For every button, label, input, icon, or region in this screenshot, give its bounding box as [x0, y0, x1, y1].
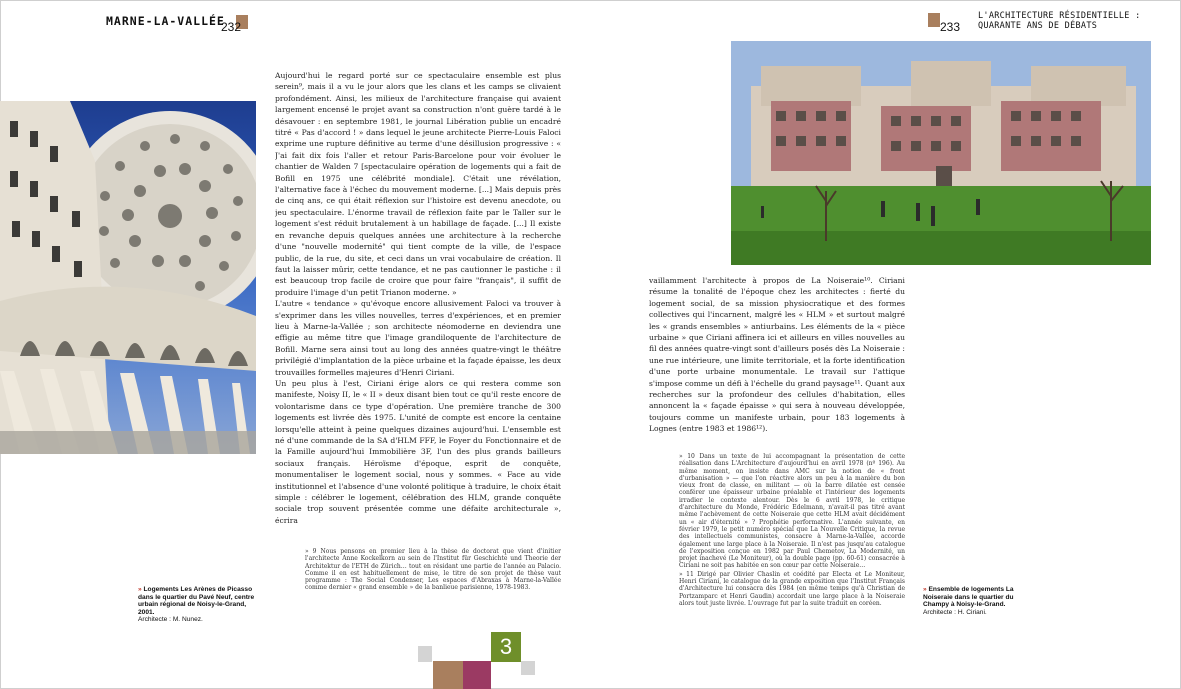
footnote-9: » 9 Nous pensons en premier lieu à la thèse de doctorat que vient d'initier l'architecte Anne Kockelkorn au sein de l'Institut für Geschichte und Theorie der Architektur de l'ETH de Zürich… tout en résidant une partie de l'année au Palacio. Comme il en est habituellement de mise, le titre de son projet de thèse vaut programme : The Social Condenser, Les espaces d'Abraxas à Marne-la-Vallée comme dernier « grand ensemble » de la banlieue parisienne, 1978-1983.: [305, 548, 561, 592]
deco-square-plum: [463, 661, 491, 689]
right-body-column: vaillamment l'architecte à propos de La Noiseraie¹⁰. Ciriani résume la tonalité de l'époque chez les architectes : fierté du logement social, de sa mission physiocratique et des formes collectives qui l'incarnent, malgré les « HLM » et surtout malgré les « grands ensembles » antiurbains. Les éléments de la « pièce urbaine » que Ciriani affinera ici et ailleurs en villes nouvelles au fil des années quatre-vingt sont d'ailleurs posés dès La Noiseraie : une rue intérieure, une limite territoriale, et la forte identification d'une porte urbaine monumentale. Le travail sur l'attique s'impose comme un défi à l'échelle du grand paysage¹¹. Quant aux recherches sur la profondeur des cellules d'habitation, elles annoncent la « façade épaisse » qui sera à nouveau développée, toujours comme un manifeste urbain, pour 183 logements à Lognes (entre 1983 et 1986¹²).: [649, 276, 905, 434]
running-head-right-line2: QUARANTE ANS DE DÉBATS: [978, 21, 1098, 31]
header-square-brown-right: [928, 13, 940, 27]
left-paragraph-2: L'autre « tendance » qu'évoque encore allusivement Faloci va trouver à s'exprimer dans les villes nouvelles, terres d'expériences, et en premier lieu à Marne-la-Vallée ; son architecte néomoderne en deviendra une effigie au même titre que l'image grandiloquente de l'architecture de Bofill. Marne sera ainsi tout au long des années quatre-vingt le théâtre privilégié d'implantation de la pièce urbaine et la façade épaisse, les deux trouvailles formelles majeures d'Henri Ciriani.: [275, 299, 561, 377]
photo-arenes-de-picasso: [0, 101, 256, 454]
page-number-left: 232: [221, 20, 242, 34]
photo-noiseraie-illustration: [731, 41, 1151, 265]
running-head-left: MARNE-LA-VALLÉE: [106, 14, 225, 28]
left-paragraph-3: Un peu plus à l'est, Ciriani érige alors ce qui restera comme son manifeste, Noisy II, le « II » deux disant bien tout ce qu'il reste encore de volontarisme dans ce type d'opération. Une première tranche de 300 logements est livrée dès 1975. L'unité de compte est encore la centaine lorsqu'elle atteint à peine quelques dizaines aujourd'hui. L'ensemble est né d'une commande de la SA d'HLM FFF, le Foyer du Fonctionnaire et de la Famille aujourd'hui Immobilière 3F, l'un des plus grands bailleurs sociaux français. Héroïsme d'époque, esprit de conquête, monumentaliser le logement social, nous y sommes. « Face au vide institutionnel et l'absence d'une volonté politique à traduire, le choix était simple : célébrer le logement, célébration des HLM, grande conquête sociale trop souvent présentée comme une défaite architecturale », écrira: [275, 378, 561, 525]
caption-left: [138, 586, 260, 624]
deco-square-grey-2: [521, 661, 535, 675]
page-number-right: 233: [940, 20, 961, 34]
footnote-11: » 11 Dirigé par Olivier Chaslin et coédité par Electa et Le Moniteur, Henri Ciriani, le catalogue de la grande exposition que l'Institut Français d'Architecture lui consacra dès 1984 (en même temps qu'à Christian de Portzamparc et Henri Gaudin) accordait une large place à la Noiseraie alors tout juste livrée. L'ouvrage fut par la suite traduit en coréen.: [679, 570, 905, 607]
caption-marker-right: »: [923, 586, 927, 593]
left-paragraph-1: Aujourd'hui le regard porté sur ce spectaculaire ensemble est plus serein⁹, mais il a vu le jour alors que les clans et les camps se clivaient profondément. Ainsi, les milieux de l'architecture française qui avaient largement encensé le projet avant sa construction n'ont guère tardé à le désavouer : en septembre 1981, le journal Libération publie un encadré titré « Pas d'accord ! » dans lequel le jeune architecte Pierre-Louis Faloci exprime une rupture définitive au terme d'une désillusion progressive : « J'ai fait dix fois l'aller et retour Paris-Barcelone pour voir évoluer le chantier de Walden 7 [spectaculaire opération de logements qui a fait de Bofill en 1975 une célébrité mondiale]. C'était une révélation, l'alternative face à l'échec du mouvement moderne. [...] Mais depuis près de cinq ans, ce qui était réflexion sur l'histoire est devenu anecdote, ou jeu spectaculaire. L'énorme travail de réflexion faite par le Taller sur le logement s'est réduit brutalement à un habillage de façade. [...] Il existe en revanche depuis quelques années une architecture à la recherche d'une "nouvelle modernité" qui tient compte de la ville, de l'espace public, de la rue, du site, et ceci dans un vrai vocabulaire de création. Il faut la laisser mûrir, cette tendance, et ne pas cautionner le pastiche : il est beaucoup trop facile de croire que pour faire "français", il suffit de produire l'image d'un petit Trianon moderne. »: [275, 71, 561, 297]
caption-left-title: Logements Les Arènes de Picasso dans le quartier du Pavé Neuf, centre urbain régional de Noisy-le-Grand, 2001.: [138, 586, 255, 616]
left-body-column: [275, 70, 561, 546]
caption-left-credit: Architecte : M. Nunez.: [138, 616, 203, 624]
caption-right: [923, 586, 1023, 616]
running-head-right-line1: L'ARCHITECTURE RÉSIDENTIELLE :: [978, 11, 1141, 21]
chapter-number: 3: [491, 632, 521, 662]
caption-right-credit: Architecte : H. Ciriani.: [923, 608, 987, 616]
running-head-right: [978, 11, 1141, 31]
caption-right-title: Ensemble de logements La Noiseraie dans le quartier du Champy à Noisy-le-Grand.: [923, 586, 1014, 609]
deco-square-brown: [433, 661, 463, 689]
caption-marker-left: »: [138, 586, 142, 593]
footnotes-right: [679, 453, 905, 617]
deco-square-grey-1: [418, 646, 432, 662]
photo-la-noiseraie: [731, 41, 1151, 265]
photo-arenes-illustration: [0, 101, 256, 454]
footnote-10: » 10 Dans un texte de lui accompagnant la présentation de cette réalisation dans L'Architecture d'aujourd'hui en avril 1978 (nº 196). Au même moment, on insiste dans AMC sur la notion de « front d'urbanisation » — que l'on réactive alors un peu à la manière du bon vieux front de classe, en militant — où la barre dilatée est censée conférer une épaisseur urbaine préalable et l'intérieur des logements irradier le contexte alentour. Dès le 6 avril 1978, le critique d'architecture du Monde, Frédéric Edelmann, n'avait-il pas titré avant même l'achèvement de cette Noiseraie que cette HLM avait décidément un « air d'éternité » ? Prophétie performative. L'année suivante, en février 1979, le petit numéro spécial que La Nouvelle Critique, la revue des intellectuels communistes, consacre à Marne-la-Vallée, accorde également une large place à la Noiseraie. Il n'est pas jusqu'au catalogue de l'exposition conçue en 1982 par Paul Chemetov, La Modernité, un projet inachevé (Le Moniteur), où la double page (pp. 60-61) consacrée à Ciriani ne soit pas habitée en son cœur par cette Noiseraie…: [679, 453, 905, 570]
